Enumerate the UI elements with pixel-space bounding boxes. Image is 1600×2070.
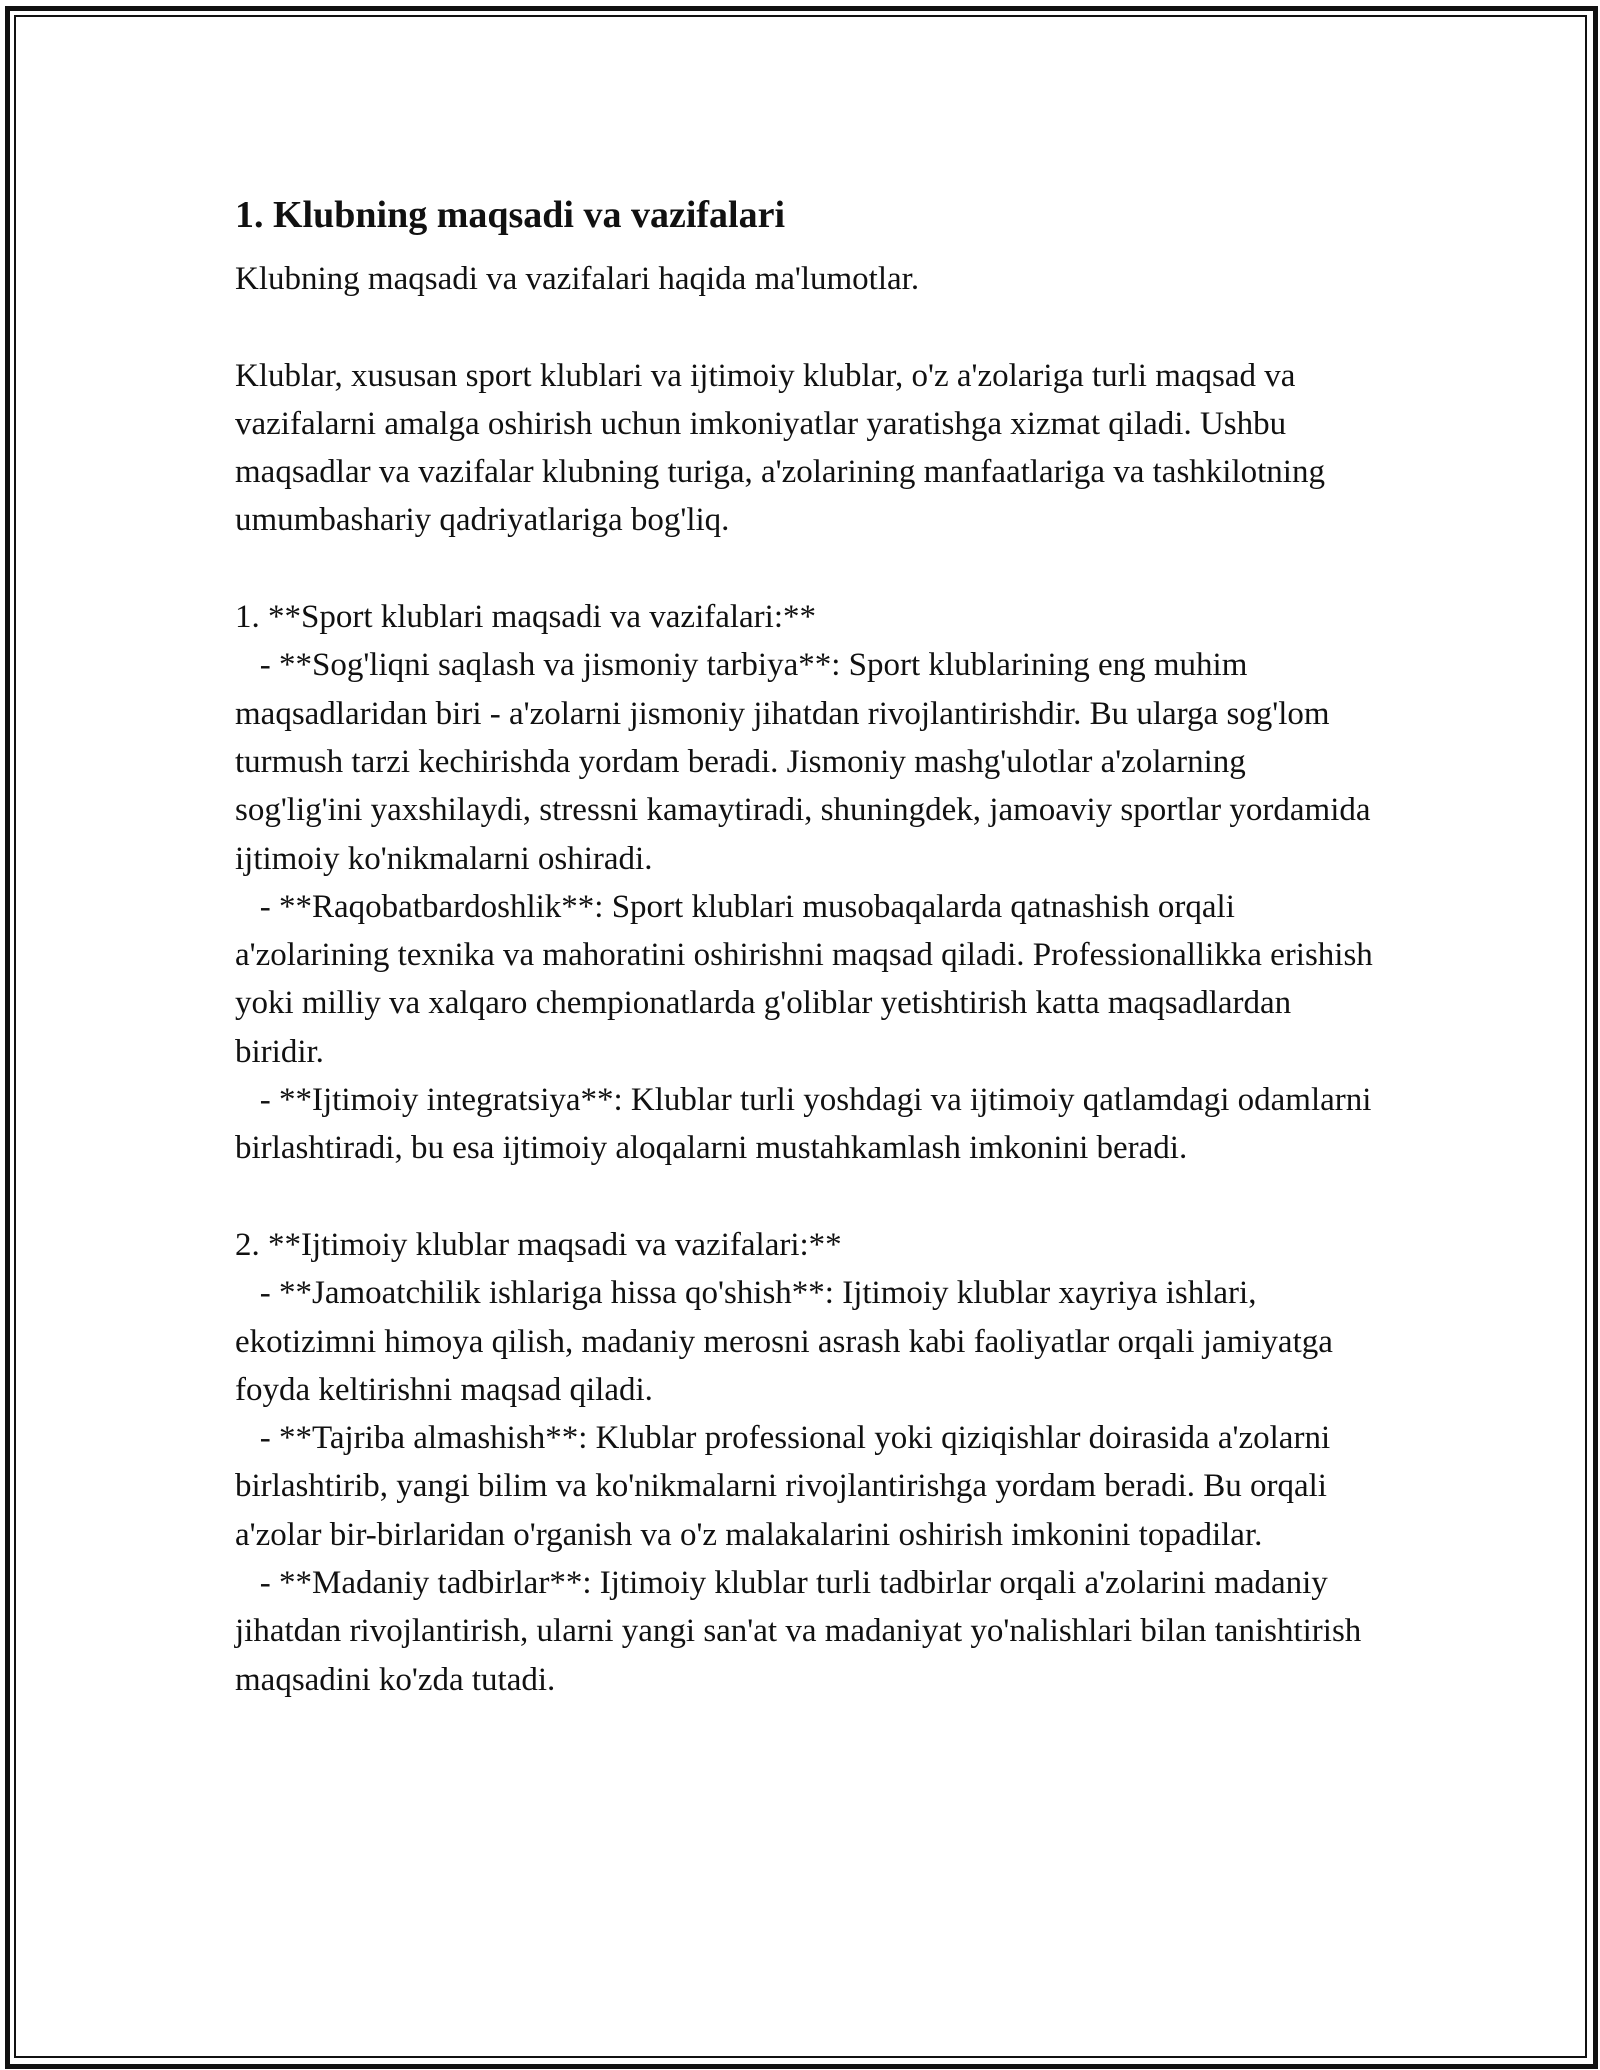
document-content [235,185,1375,1704]
document-body: Klubning maqsadi va vazifalari haqida ma'lumotlar. Klublar, xususan sport klublari va ijtimoiy klublar, o'z a'zolariga turli maqsad va vazifalarni amalga oshirish uchun imkoniyatlar yaratishga xizmat qiladi. Ushbu maqsadlar va vazifalar klubning turiga, a'zolarining manfaatlariga va tashkilotning umumbashariy qadriyatlariga bog'liq. 1. **Sport klublari maqsadi va vazifalari:** - **Sog'liqni saqlash va jismoniy tarbiya**: Sport klublarining eng muhim maqsadlaridan biri - a'zolarni jismoniy jihatdan rivojlantirishdir. Bu ularga sog'lom turmush tarzi kechirishda yordam beradi. Jismoniy mashg'ulotlar a'zolarning sog'lig'ini yaxshilaydi, stressni kamaytiradi, shuningdek, jamoaviy sportlar yordamida ijtimoiy ko'nikmalarni oshiradi. - **Raqobatbardoshlik**: Sport klublari musobaqalarda qatnashish orqali a'zolarining texnika va mahoratini oshirishni maqsad qiladi. Professionallikka erishish yoki milliy va xalqaro chempionatlarda g'oliblar yetishtirish katta maqsadlardan biridir. - **Ijtimoiy integratsiya**: Klublar turli yoshdagi va ijtimoiy qatlamdagi odamlarni birlashtiradi, bu esa ijtimoiy aloqalarni mustahkamlash imkonini beradi. 2. **Ijtimoiy klublar maqsadi va vazifalari:** - **Jamoatchilik ishlariga hissa qo'shish**: Ijtimoiy klublar xayriya ishlari, ekotizimni himoya qilish, madaniy merosni asrash kabi faoliyatlar orqali jamiyatga foyda keltirishni maqsad qiladi. - **Tajriba almashish**: Klublar professional yoki qiziqishlar doirasida a'zolarni birlashtirib, yangi bilim va ko'nikmalarni rivojlantirishga yordam beradi. Bu orqali a'zolar bir-birlaridan o'rganish va o'z malakalarini oshirish imkonini topadilar. - **Madaniy tadbirlar**: Ijtimoiy klublar turli tadbirlar orqali a'zolarini madaniy jihatdan rivojlantirish, ularni yangi san'at va madaniyat yo'nalishlari bilan tanishtirish maqsadini ko'zda tutadi. [235,261,1373,1698]
document-heading: 1. Klubning maqsadi va vazifalari [235,194,786,236]
